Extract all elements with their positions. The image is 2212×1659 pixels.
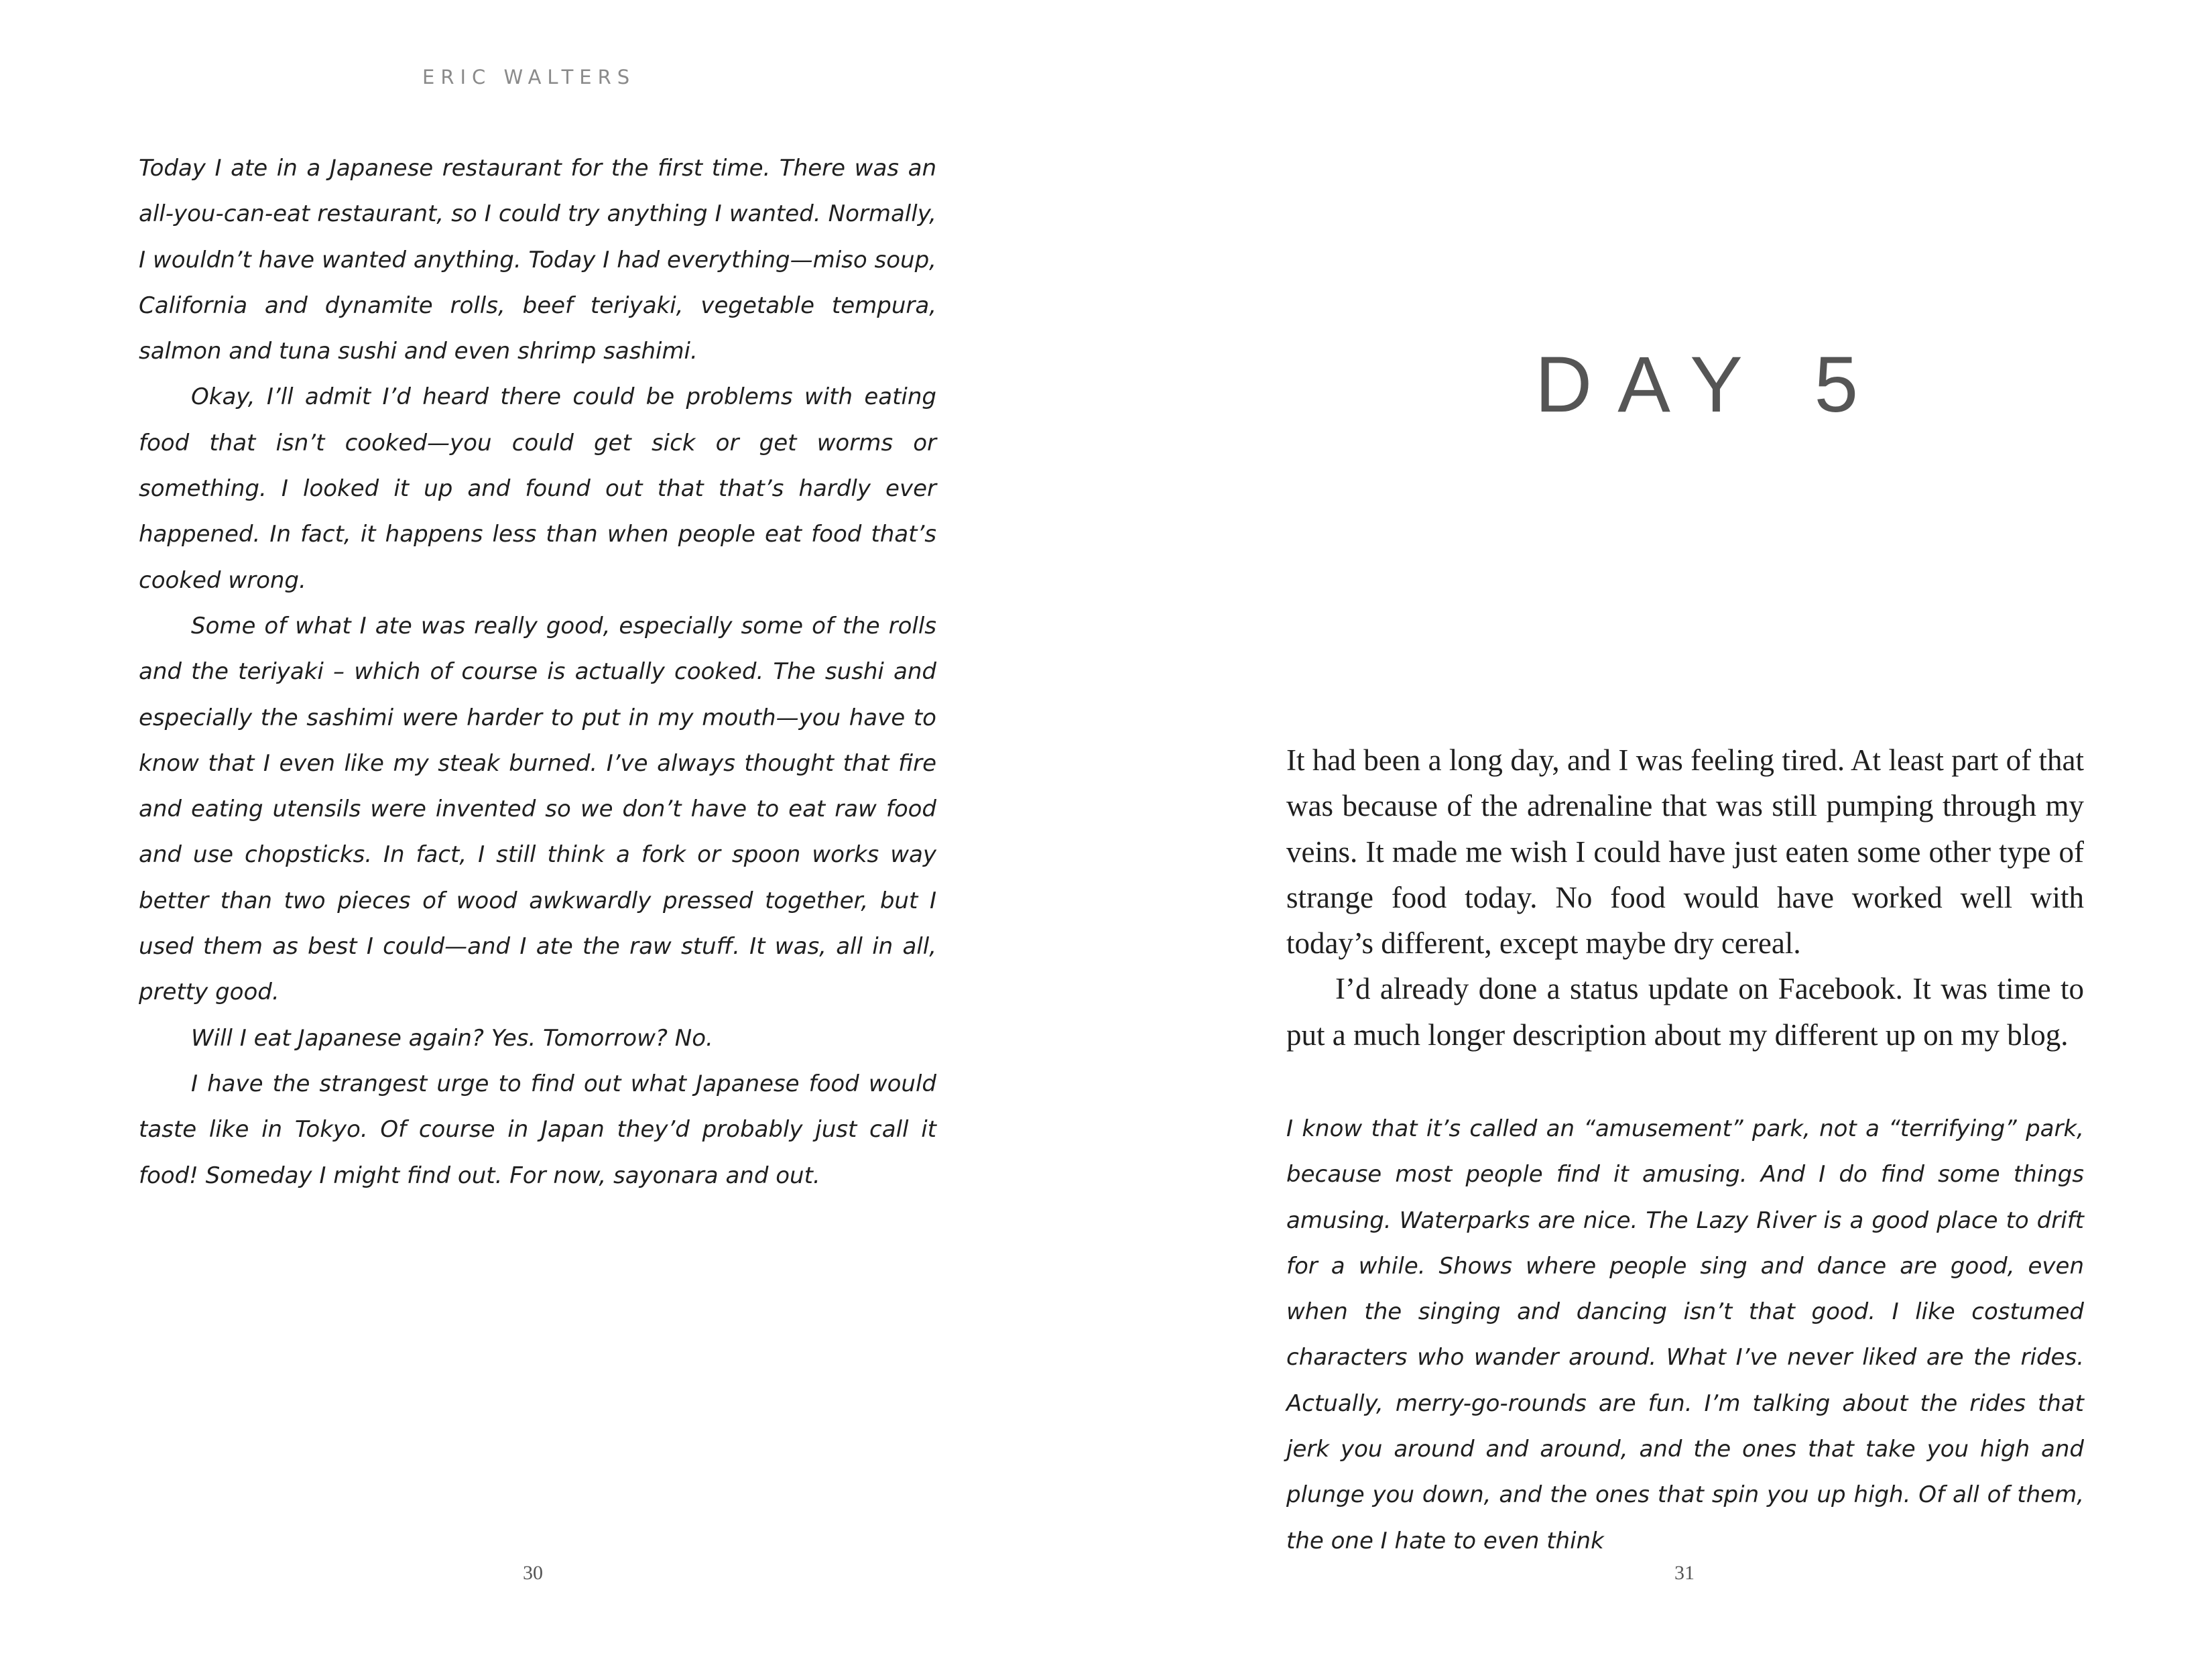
blog-paragraph: I have the strangest urge to find out what Japanese food would taste like in Tokyo. Of course in Japan they’d probably just call it food! Someday I might find out. For now, sayonara and out. [139, 1070, 936, 1189]
narrative-text [1286, 737, 2084, 1058]
page-number-right: 31 [1674, 1562, 1695, 1584]
chapter-title: DAY 5 [1535, 341, 1884, 429]
page-number-left: 30 [523, 1562, 543, 1584]
narrative-paragraph: I’d already done a status update on Facebook. It was time to put a much longer description about my different up on my blog. [1286, 972, 2084, 1052]
right-page [1106, 0, 2212, 1659]
narrative-paragraph: It had been a long day, and I was feeling tired. At least part of that was because of the adrenaline that was still pumping through my veins. It made me wish I could have just eaten some other type of strange food today. No food would have worked well with today’s different, except maybe dry cereal. [1286, 743, 2084, 961]
running-head-author: ERIC WALTERS [422, 66, 636, 88]
blog-paragraph: Will I eat Japanese again? Yes. Tomorrow? No. [191, 1024, 713, 1052]
blog-paragraph: Some of what I ate was really good, especially some of the rolls and the teriyaki – which of course is actually cooked. The sushi and especially the sashimi were harder to put in my mouth—you have to know that I even like my steak burned. I’ve always thought that fire and eating utensils were invented so we don’t have to eat raw food and use chopsticks. In fact, I still think a fork or spoon works way better than two pieces of wood awkwardly pressed together, but I used them as best I could—and I ate the raw stuff. It was, all in all, pretty good. [139, 612, 936, 1006]
blog-entry-text [139, 145, 936, 1199]
blog-paragraph: Okay, I’ll admit I’d heard there could be problems with eating food that isn’t cooked—you could get sick or get worms or something. I looked it up and found out that that’s hardly ever happened. In fact, it happens less than when people eat food that’s cooked wrong. [139, 383, 936, 594]
blog-excerpt-paragraph: I know that it’s called an “amusement” park, not a “terrifying” park, because most people find it amusing. And I do find some things amusing. Waterparks are nice. The Lazy River is a good place to drift for a while. Shows where people sing and dance are good, even when the singing and dancing isn’t that good. I like costumed characters who wander around. What I’ve never liked are the rides. Actually, merry-go-rounds are fun. I’m talking about the rides that jerk you around and around, and the ones that take you high and plunge you down, and the ones that spin you up high. Of all of them, the one I hate to even think [1286, 1115, 2084, 1554]
blog-excerpt [1286, 1106, 2084, 1564]
blog-paragraph: Today I ate in a Japanese restaurant for the first time. There was an all-you-can-eat restaurant, so I could try anything I wanted. Normally, I wouldn’t have wanted anything. Today I had everything—miso soup, California and dynamite rolls, beef teriyaki, vegetable tempura, salmon and tuna sushi and even shrimp sashimi. [139, 155, 936, 365]
